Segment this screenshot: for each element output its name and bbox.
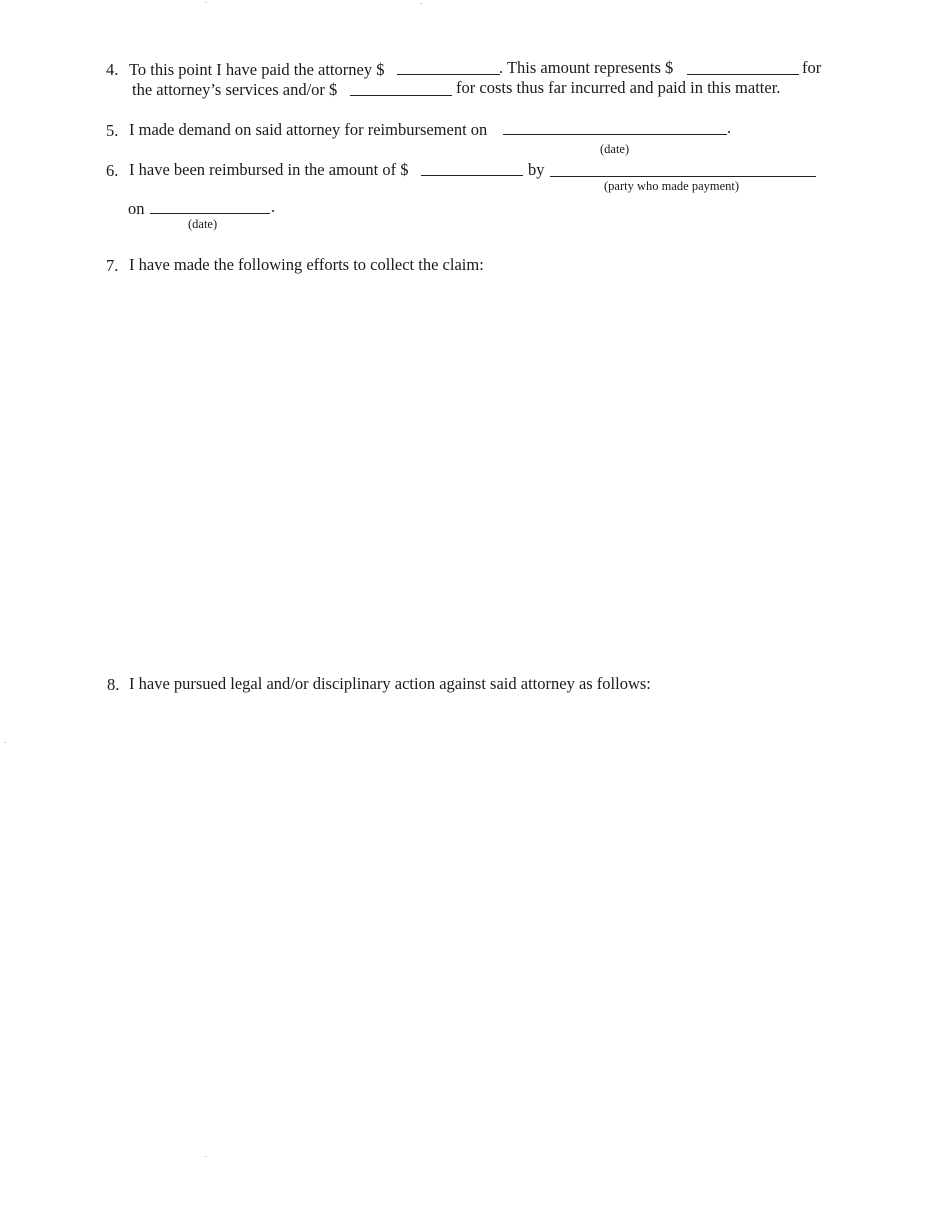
item-5-date-caption: (date) xyxy=(600,142,630,156)
item-4-number: 4. xyxy=(106,60,119,79)
scan-speck xyxy=(420,3,422,4)
item-6-text-b: by xyxy=(528,160,545,179)
item-4-text-d: the attorney’s services and/or $ xyxy=(132,80,338,99)
item-8-number: 8. xyxy=(107,675,120,694)
item-4-text-c: for xyxy=(802,58,822,77)
item-6-reimbursement-date-blank[interactable] xyxy=(150,213,270,214)
item-4-text-b: . This amount represents $ xyxy=(499,58,674,77)
item-6-text-end: . xyxy=(271,197,276,216)
scan-speck xyxy=(205,1156,207,1157)
item-6-text-a: I have been reimbursed in the amount of $ xyxy=(129,160,409,179)
item-4-amount-paid-blank[interactable] xyxy=(397,74,500,75)
item-4-text-a: To this point I have paid the attorney $ xyxy=(129,60,385,79)
item-5-text-b: . xyxy=(727,118,732,137)
item-6-party-blank[interactable] xyxy=(550,176,816,177)
item-6-number: 6. xyxy=(106,161,119,180)
scan-speck xyxy=(205,2,207,3)
item-5-demand-date-blank[interactable] xyxy=(503,134,727,135)
item-7-number: 7. xyxy=(106,256,119,275)
item-5-text-a: I made demand on said attorney for reimbursement on xyxy=(129,120,488,139)
item-6-party-caption: (party who made payment) xyxy=(604,179,740,193)
item-6-date-caption: (date) xyxy=(188,217,218,231)
item-5-number: 5. xyxy=(106,121,119,140)
item-6-text-on: on xyxy=(128,199,145,218)
item-6-reimbursed-amount-blank[interactable] xyxy=(421,175,523,176)
scan-speck xyxy=(4,742,6,743)
item-4-services-amount-blank[interactable] xyxy=(687,74,799,75)
item-7-text: I have made the following efforts to collect the claim: xyxy=(129,255,484,274)
item-8-text: I have pursued legal and/or disciplinary action against said attorney as follows: xyxy=(129,674,651,693)
item-4-costs-amount-blank[interactable] xyxy=(350,95,452,96)
item-4-text-e: for costs thus far incurred and paid in this matter. xyxy=(456,78,781,97)
